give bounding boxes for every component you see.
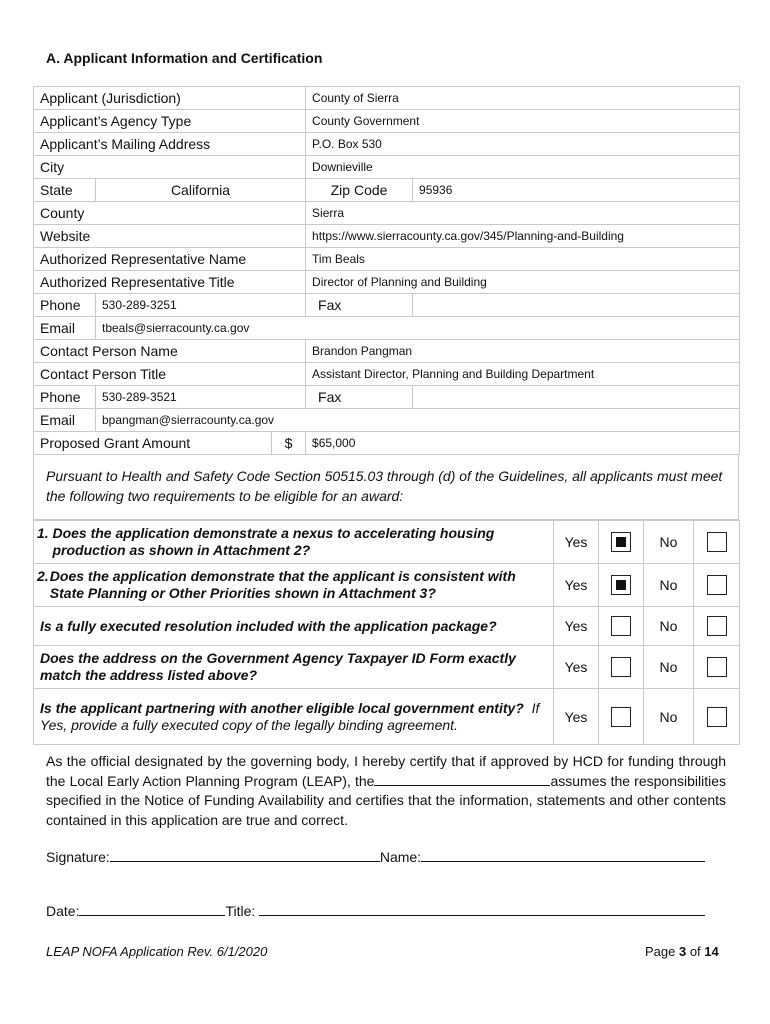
- row-contact-phone: [34, 386, 740, 409]
- eligibility-questions-table: [33, 520, 740, 745]
- question-row: [34, 646, 740, 689]
- auth-rep-title-label: Authorized Representative Title: [34, 271, 306, 294]
- row-state: [34, 179, 740, 202]
- question-note: If Yes, provide a fully executed copy of the legally binding agreement.: [40, 699, 540, 733]
- yes-checkbox[interactable]: [611, 575, 631, 595]
- zip-code-label: Zip Code: [306, 179, 413, 202]
- date-field[interactable]: [79, 902, 225, 916]
- question-text: Does the application demonstrate that the applicant is consistent with State Planning or Other Priorities shown in Attachment 3?: [49, 568, 516, 601]
- grant-amount-value[interactable]: $65,000: [306, 432, 740, 455]
- question-number: 1.: [37, 525, 49, 541]
- page-current: 3: [678, 944, 687, 959]
- yes-checkbox[interactable]: [611, 532, 631, 552]
- question-row: [34, 689, 740, 745]
- title-label: Title:: [225, 903, 256, 919]
- mailing-address-value[interactable]: P.O. Box 530: [306, 133, 740, 156]
- no-checkbox[interactable]: [707, 532, 727, 552]
- mailing-address-label: Applicant’s Mailing Address: [34, 133, 306, 156]
- question-row: [34, 564, 740, 607]
- question-row: [34, 607, 740, 646]
- no-label: No: [644, 564, 694, 607]
- county-label: County: [34, 202, 306, 225]
- row-grant-amount: [34, 432, 740, 455]
- designee-blank[interactable]: [374, 772, 550, 786]
- question-text: Is a fully executed resolution included with the application package?: [34, 607, 554, 646]
- yes-label: Yes: [554, 521, 599, 564]
- name-field[interactable]: [421, 848, 705, 862]
- applicant-value[interactable]: County of Sierra: [306, 87, 740, 110]
- row-contact-name: [34, 340, 740, 363]
- row-agency-type: [34, 110, 740, 133]
- phone-value[interactable]: 530-289-3251: [96, 294, 306, 317]
- state-value[interactable]: California: [96, 179, 306, 202]
- applicant-label: Applicant (Jurisdiction): [34, 87, 306, 110]
- applicant-info-table: [33, 86, 740, 455]
- signature-label: Signature:: [46, 849, 110, 865]
- yes-label: Yes: [554, 689, 599, 745]
- row-auth-rep-name: [34, 248, 740, 271]
- agency-type-value[interactable]: County Government: [306, 110, 740, 133]
- auth-rep-title-value[interactable]: Director of Planning and Building: [306, 271, 740, 294]
- contact-email-value[interactable]: bpangman@sierracounty.ca.gov: [96, 409, 740, 432]
- no-checkbox[interactable]: [707, 657, 727, 677]
- contact-title-value[interactable]: Assistant Director, Planning and Building Department: [306, 363, 740, 386]
- name-label: Name:: [379, 849, 422, 865]
- contact-name-label: Contact Person Name: [34, 340, 306, 363]
- signature-row: [46, 848, 705, 865]
- requirements-text: Pursuant to Health and Safety Code Section 50515.03 through (d) of the Guidelines, all applicants must meet the following two requirements to be eligible for an award:: [46, 468, 723, 504]
- signature-field[interactable]: [110, 848, 380, 862]
- page-total: 14: [704, 944, 719, 959]
- contact-fax-label: Fax: [306, 386, 413, 409]
- row-contact-title: [34, 363, 740, 386]
- fax-value[interactable]: [413, 294, 740, 317]
- section-title: A. Applicant Information and Certification: [46, 50, 323, 66]
- row-contact-email: [34, 409, 740, 432]
- row-county: [34, 202, 740, 225]
- phone-label: Phone: [34, 294, 96, 317]
- website-label: Website: [34, 225, 306, 248]
- row-website: [34, 225, 740, 248]
- yes-label: Yes: [554, 646, 599, 689]
- zip-code-value[interactable]: 95936: [413, 179, 740, 202]
- email-value[interactable]: tbeals@sierracounty.ca.gov: [96, 317, 740, 340]
- date-title-row: [46, 902, 705, 919]
- certification-part2: assumes the responsibilities specified in the Notice of Funding Availability and certifies that the information, statements and other contents contained in this application are true and correct.: [46, 772, 726, 828]
- row-city: [34, 156, 740, 179]
- city-label: City: [34, 156, 306, 179]
- state-label: State: [34, 179, 96, 202]
- city-value[interactable]: Downieville: [306, 156, 740, 179]
- contact-name-value[interactable]: Brandon Pangman: [306, 340, 740, 363]
- row-phone: [34, 294, 740, 317]
- question-text: Is the applicant partnering with another eligible local government entity?: [40, 699, 524, 716]
- grant-amount-label: Proposed Grant Amount: [34, 432, 272, 455]
- contact-title-label: Contact Person Title: [34, 363, 306, 386]
- no-checkbox[interactable]: [707, 616, 727, 636]
- grant-currency: $: [272, 432, 306, 455]
- email-label: Email: [34, 317, 96, 340]
- yes-label: Yes: [554, 564, 599, 607]
- yes-checkbox[interactable]: [611, 616, 631, 636]
- certification-part1: As the official designated by the governing body, I hereby certify that if approved by HCD for funding through the Local Early Action Planning Program (LEAP), the: [46, 753, 726, 789]
- requirements-box: [33, 454, 739, 520]
- question-text: Does the address on the Government Agency Taxpayer ID Form exactly match the address listed above?: [34, 646, 554, 689]
- no-label: No: [644, 607, 694, 646]
- page-of: of: [686, 944, 705, 959]
- auth-rep-name-label: Authorized Representative Name: [34, 248, 306, 271]
- question-row: [34, 521, 740, 564]
- row-email: [34, 317, 740, 340]
- auth-rep-name-value[interactable]: Tim Beals: [306, 248, 740, 271]
- no-label: No: [644, 689, 694, 745]
- no-label: No: [644, 521, 694, 564]
- website-value[interactable]: https://www.sierracounty.ca.gov/345/Planning-and-Building: [306, 225, 740, 248]
- yes-label: Yes: [554, 607, 599, 646]
- question-text: Does the application demonstrate a nexus to accelerating housing production as shown in Attachment 2?: [52, 525, 495, 558]
- row-applicant: [34, 87, 740, 110]
- footer-revision: LEAP NOFA Application Rev. 6/1/2020: [46, 944, 268, 959]
- certification-statement: [46, 752, 726, 830]
- title-field[interactable]: [259, 902, 705, 916]
- yes-checkbox[interactable]: [611, 657, 631, 677]
- no-label: No: [644, 646, 694, 689]
- contact-email-label: Email: [34, 409, 96, 432]
- question-number: 2.: [37, 568, 49, 584]
- footer-page-number: [645, 944, 719, 959]
- date-label: Date:: [46, 903, 80, 919]
- county-value[interactable]: Sierra: [306, 202, 740, 225]
- contact-fax-value[interactable]: [413, 386, 740, 409]
- page-prefix: Page: [645, 944, 679, 959]
- contact-phone-value[interactable]: 530-289-3521: [96, 386, 306, 409]
- no-checkbox[interactable]: [707, 575, 727, 595]
- row-auth-rep-title: [34, 271, 740, 294]
- agency-type-label: Applicant’s Agency Type: [34, 110, 306, 133]
- fax-label: Fax: [306, 294, 413, 317]
- contact-phone-label: Phone: [34, 386, 96, 409]
- yes-checkbox[interactable]: [611, 707, 631, 727]
- no-checkbox[interactable]: [707, 707, 727, 727]
- row-mailing-address: [34, 133, 740, 156]
